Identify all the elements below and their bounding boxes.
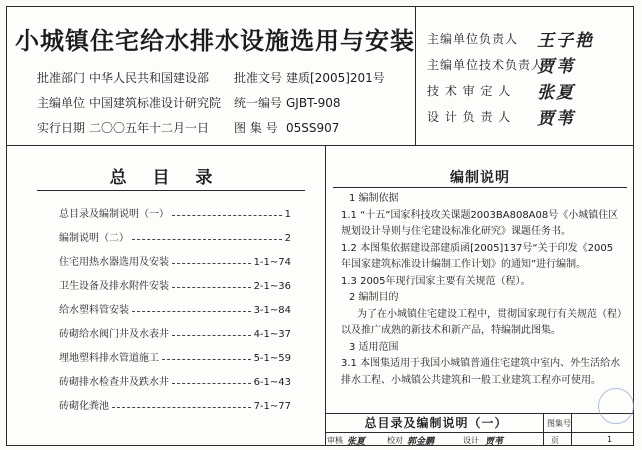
notes-heading: 2 编制目的	[349, 292, 399, 303]
title-block-divider	[325, 432, 633, 433]
responsible-row	[427, 51, 633, 77]
role-label: 主编单位技术负责人	[427, 57, 545, 72]
toc-leader	[172, 335, 251, 336]
toc-item-title: 住宅用热水器选用及安装	[59, 257, 169, 268]
toc-item[interactable]	[59, 371, 291, 395]
effective-date-row	[37, 115, 407, 140]
column-divider	[325, 145, 326, 445]
review-signature: 张夏	[347, 437, 366, 447]
atlas-title: 小城镇住宅给水排水设施选用与安装	[15, 27, 415, 55]
toc-item-page: 7-1~77	[253, 401, 291, 412]
toc-item-page: 5-1~59	[253, 353, 291, 364]
toc-item-title: 编制说明（二）	[59, 233, 129, 244]
title-block-divider	[571, 414, 572, 446]
toc-item[interactable]	[59, 347, 291, 371]
toc-leader	[112, 407, 251, 408]
notes-heading: 1 编制依据	[349, 193, 399, 204]
notes-paragraph: 1.1 “十五”国家科技攻关课题2003BA808A08号《小城镇住区规划设计导则与住宅建设标准化研究》课题任务书。	[341, 209, 619, 237]
meta-label: 主编单位	[37, 96, 86, 110]
header-column-divider	[415, 7, 416, 145]
meta-value: 建质[2005]201号	[286, 71, 385, 85]
table-of-contents	[59, 203, 291, 419]
toc-item-page: 2-1~36	[253, 281, 291, 292]
toc-title: 总 目 录	[109, 168, 223, 188]
toc-item[interactable]	[59, 299, 291, 323]
notes-title: 编制说明	[450, 170, 510, 186]
meta-value: 二〇〇五年十二月一日	[89, 121, 210, 135]
design-signature: 贾苇	[485, 437, 504, 447]
notes-paragraph: 1.3 2005年现行国家主要有关规范（程）。	[341, 275, 531, 287]
toc-item[interactable]	[59, 227, 291, 251]
toc-item-title: 埋地塑料排水管道施工	[59, 353, 159, 364]
responsible-row	[427, 103, 633, 129]
signature: 张夏	[537, 82, 575, 103]
responsible-row	[427, 25, 633, 51]
role-label: 技 术 审 定 人	[427, 83, 512, 98]
design-label: 设计	[463, 436, 479, 445]
review-label: 审核	[327, 436, 343, 445]
meta-label: 批准文号	[234, 71, 283, 85]
toc-leader	[172, 287, 251, 288]
toc-item-page: 1	[284, 209, 291, 220]
sheet-name: 总目录及编制说明（一）	[364, 416, 508, 430]
meta-label: 实行日期	[37, 121, 86, 135]
toc-leader	[172, 215, 282, 216]
toc-item-title: 砖砌排水检查井及跌水井	[59, 377, 169, 388]
toc-item-page: 3-1~84	[253, 305, 291, 316]
toc-item-page: 6-1~43	[253, 377, 291, 388]
notes-paragraph: 为了在小城镇住宅建设工程中，贯彻国家现行有关规范（程）以及推广成熟的新技术和新产品，特编制此图集。	[341, 308, 622, 336]
toc-item-title: 砖砌给水阀门井及水表井	[59, 329, 169, 340]
toc-leader	[172, 263, 251, 264]
meta-label: 统一编号	[234, 96, 283, 110]
toc-title-underline	[37, 190, 305, 191]
toc-item-page: 1-1~74	[253, 257, 291, 268]
meta-value: 中国建筑标准设计研究院	[89, 96, 222, 110]
signature: 王子艳	[537, 30, 594, 51]
page-number: 1	[607, 435, 613, 444]
toc-item[interactable]	[59, 275, 291, 299]
toc-item-title: 卫生设备及排水附件安装	[59, 281, 169, 292]
toc-leader	[132, 239, 282, 240]
meta-label: 批准部门	[37, 71, 86, 85]
toc-item-page: 4-1~37	[253, 329, 291, 340]
title-block-divider	[543, 414, 544, 446]
signature: 贾苇	[537, 108, 575, 129]
toc-item-title: 给水塑料管安装	[59, 305, 129, 316]
meta-value: GJBT-908	[286, 95, 341, 110]
meta-value: 05SS907	[286, 120, 340, 135]
signature: 贾苇	[537, 56, 575, 77]
editor-row	[37, 90, 407, 115]
toc-item[interactable]	[59, 323, 291, 347]
toc-item-page: 2	[284, 233, 291, 244]
meta-value: 中华人民共和国建设部	[89, 71, 210, 85]
approval-row	[37, 65, 407, 90]
responsible-persons	[427, 25, 633, 129]
notes-heading: 3 适用范围	[349, 341, 399, 353]
toc-leader	[172, 383, 251, 384]
toc-item-title: 砖砌化粪池	[59, 401, 109, 412]
drawing-sheet	[6, 6, 634, 446]
check-label: 校对	[387, 436, 403, 445]
atlas-number-label: 图集号	[547, 419, 571, 428]
notes-paragraph: 3.1 本图集适用于我国小城镇普通住宅建筑中室内、外生活给水排水工程、小城镇公共建筑和一般工业建筑工程亦可使用。	[341, 358, 621, 386]
role-label: 设 计 负 责 人	[427, 109, 512, 124]
toc-item[interactable]	[59, 203, 291, 227]
toc-item[interactable]	[59, 251, 291, 275]
approval-info	[37, 65, 407, 140]
page-label: 页	[551, 436, 559, 445]
meta-label: 图 集 号	[234, 121, 278, 135]
notes-title-underline	[333, 187, 627, 188]
responsible-row	[427, 77, 633, 103]
toc-leader	[132, 311, 251, 312]
toc-item[interactable]	[59, 395, 291, 419]
compilation-notes	[341, 191, 623, 389]
header-divider	[7, 145, 633, 146]
role-label: 主编单位负责人	[427, 31, 519, 46]
toc-item-title: 总目录及编制说明（一）	[59, 209, 169, 220]
toc-leader	[162, 359, 251, 360]
notes-paragraph: 1.2 本图集依据建设部建质函[2005]137号“关于印发《2005年国家建筑标准设计编制工作计划》的通知”进行编制。	[341, 242, 614, 270]
check-signature: 郭金鹏	[407, 437, 435, 447]
title-block	[325, 413, 633, 446]
